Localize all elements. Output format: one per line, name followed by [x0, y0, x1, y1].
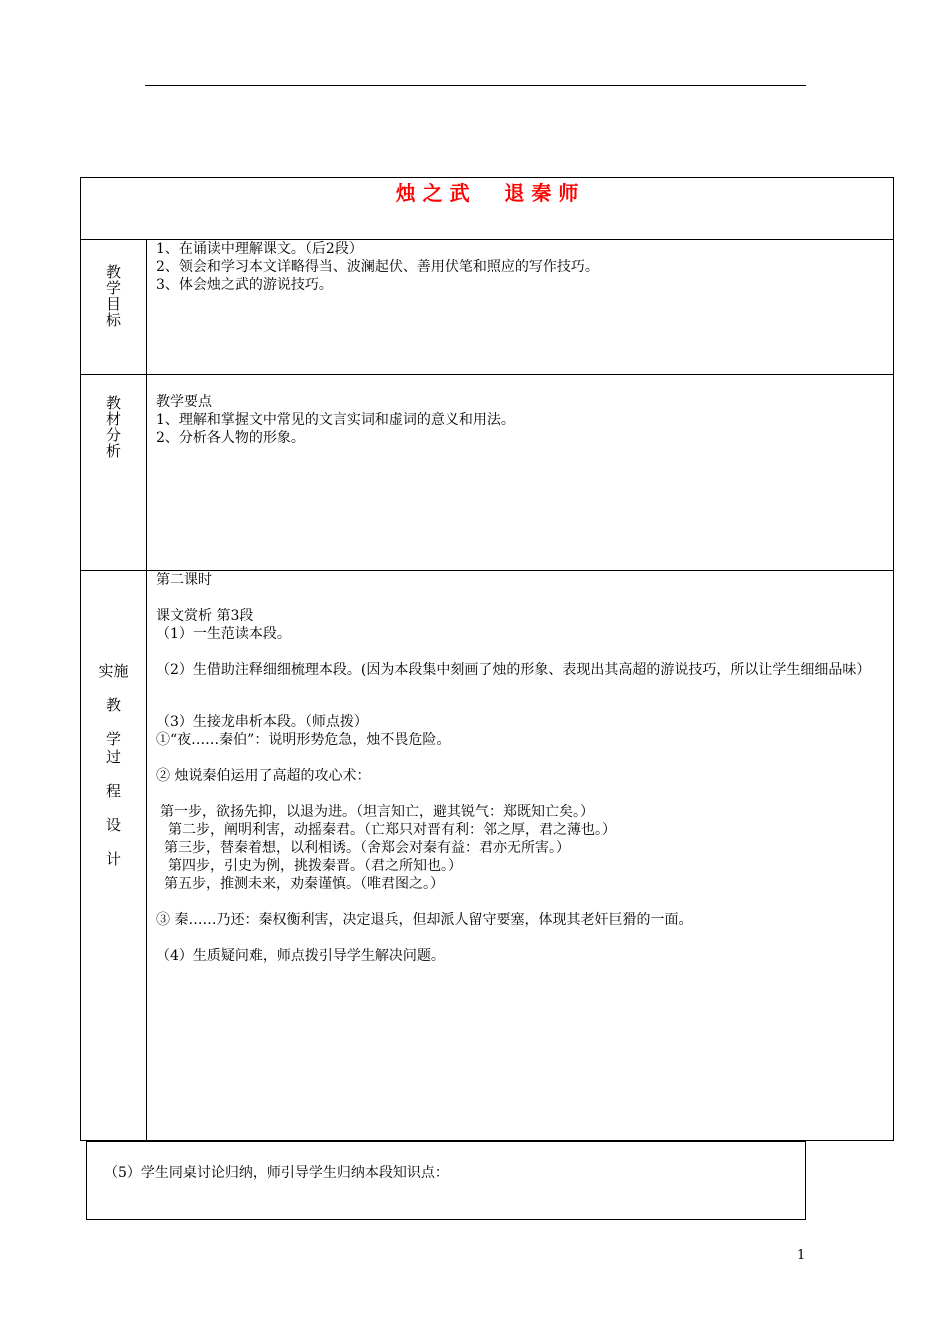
process-line: （3）生接龙串析本段。（师点拨）	[156, 714, 368, 730]
teaching-goals-row	[81, 240, 893, 375]
analysis-line: 2、分析各人物的形象。	[156, 430, 305, 446]
summary-box	[86, 1141, 806, 1220]
goal-line: 3、体会烛之武的游说技巧。	[156, 277, 333, 293]
page-number: 1	[797, 1248, 806, 1263]
lesson-title: 烛 之 武 退 秦 师	[395, 181, 579, 205]
process-line: （4）生质疑问难，师点拨引导学生解决问题。	[156, 948, 445, 964]
analysis-line: 教学要点	[156, 394, 212, 410]
process-step-line: 第三步，替秦着想，以利相诱。（舍郑会对秦有益：君亦无所害。）	[164, 840, 570, 856]
process-line: ③ 秦……乃还：秦权衡利害，决定退兵，但却派人留守要塞，体现其老奸巨猾的一面。	[156, 912, 693, 928]
process-line: （2）生借助注释细细梳理本段。(因为本段集中刻画了烛的形象、表现出其高超的游说技巧，所以让学生细细品味）	[156, 662, 871, 678]
summary-line: （5）学生同桌讨论归纳，师引导学生归纳本段知识点：	[104, 1165, 449, 1181]
header-rule	[145, 85, 806, 86]
process-step-line: 第二步，阐明利害，动摇秦君。（亡郑只对晋有利：邻之厚，君之薄也。）	[168, 822, 616, 838]
title-row	[81, 178, 893, 240]
process-line: ② 烛说秦伯运用了高超的攻心术：	[156, 768, 371, 784]
lesson-plan-table	[80, 177, 894, 1141]
process-line: 课文赏析 第3段	[156, 608, 254, 624]
process-line: （1）一生范读本段。	[156, 626, 291, 642]
process-line: ①“夜……秦伯”：说明形势危急，烛不畏危险。	[156, 732, 451, 748]
label-cell	[81, 571, 147, 1140]
analysis-line: 1、理解和掌握文中常见的文言实词和虚词的意义和用法。	[156, 412, 515, 428]
teaching-process-label: 实施 教 学 过 程 设 计	[98, 662, 129, 868]
material-analysis-label: 教 材 分 析	[105, 394, 121, 460]
teaching-goals-label: 教 学 目 标	[105, 263, 121, 329]
process-step-line: 第四步，引史为例，挑拨秦晋。（君之所知也。）	[168, 858, 462, 874]
label-cell	[81, 375, 147, 570]
goal-line: 1、在诵读中理解课文。（后2段）	[156, 241, 363, 257]
teaching-process-row	[81, 571, 893, 1140]
label-cell	[81, 240, 147, 374]
process-step-line: 第五步，推测未来，劝秦谨慎。（唯君图之。）	[164, 876, 444, 892]
process-step-line: 第一步，欲扬先抑，以退为进。（坦言知亡，避其锐气：郑既知亡矣。）	[160, 804, 594, 820]
material-analysis-row	[81, 375, 893, 571]
goal-line: 2、领会和学习本文详略得当、波澜起伏、善用伏笔和照应的写作技巧。	[156, 259, 599, 275]
process-line: 第二课时	[156, 572, 212, 588]
